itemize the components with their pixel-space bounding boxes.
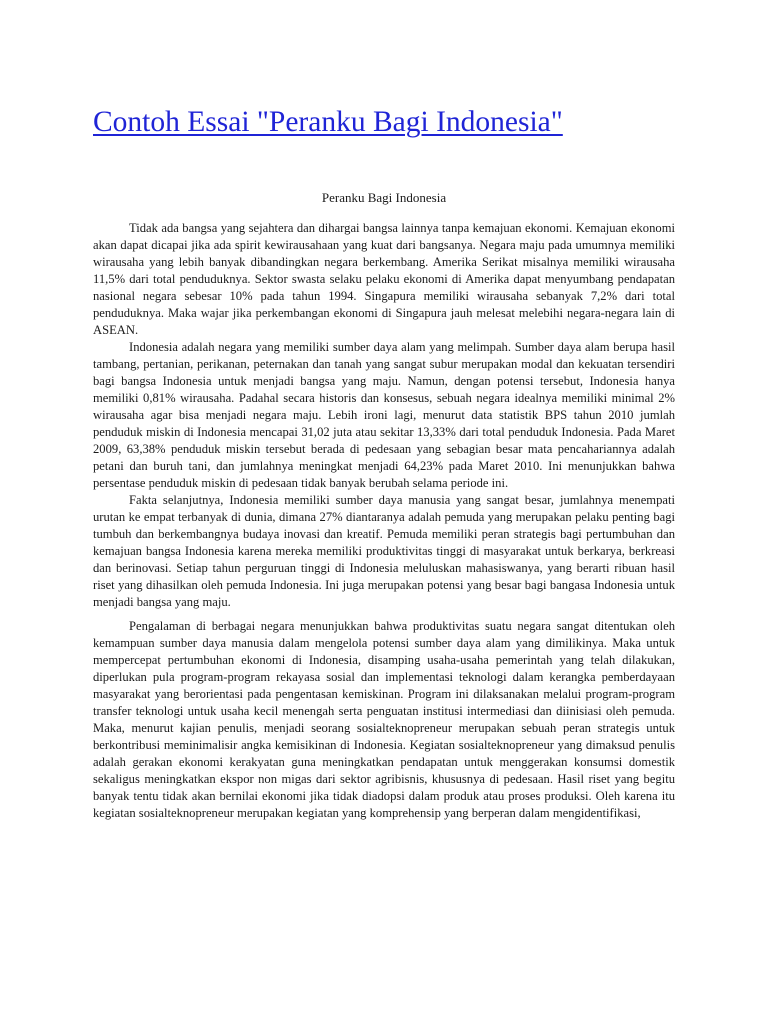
document-title-link[interactable]: Contoh Essai "Peranku Bagi Indonesia"	[93, 106, 563, 138]
essay-paragraph-1: Tidak ada bangsa yang sejahtera dan dihargai bangsa lainnya tanpa kemajuan ekonomi. Kemajuan ekonomi akan dapat dicapai jika ada spirit kewirausahaan yang kuat dari bangsanya. Negara maju pada umumnya memiliki wirausaha yang lebih banyak dibandingkan negara berkembang. Amerika Serikat misalnya memiliki wirausaha 11,5% dari total penduduknya. Sektor swasta selaku pelaku ekonomi di Amerika dapat menyumbang pendapatan nasional negara sebesar 10% pada tahun 1994. Singapura memiliki wirausaha sebanyak 7,2% dari total penduduknya. Maka wajar jika perkembangan ekonomi di Singapura jauh melesat melebihi negara-negara lain di ASEAN.	[93, 221, 675, 337]
essay-heading: Peranku Bagi Indonesia	[321, 190, 447, 205]
document-title	[93, 104, 563, 140]
essay-body	[93, 220, 675, 822]
essay-paragraph-3: Fakta selanjutnya, Indonesia memiliki sumber daya manusia yang sangat besar, jumlahnya menempati urutan ke empat terbanyak di dunia, dimana 27% diantaranya adalah pemuda yang merupakan pelaku penting bagi tumbuh dan berkembangnya budaya inovasi dan kreatif. Pemuda memiliki peran strategis bagi pertumbuhan dan kemajuan bangsa Indonesia karena mereka memiliki produktivitas tinggi di masyarakat untuk berkarya, berkreasi dan berinovasi. Setiap tahun perguruan tinggi di Indonesia meluluskan mahasiswanya, yang berarti ribuan hasil riset yang dihasilkan oleh pemuda Indonesia. Ini juga merupakan potensi yang besar bagi bangasa Indonesia untuk menjadi bangsa yang maju.	[93, 493, 675, 609]
essay-paragraph-4: Pengalaman di berbagai negara menunjukkan bahwa produktivitas suatu negara sangat ditentukan oleh kemampuan sumber daya manusia dalam mengelola potensi sumber daya alam yang dimilikinya. Maka untuk mempercepat pertumbuhan ekonomi di Indonesia, disamping usaha-usaha pemerintah yang telah dilakukan, diperlukan pula program-program rekayasa sosial dan implementasi teknologi dalam kerangka pemberdayaan masyarakat yang berorientasi pada pengentasan kemiskinan. Program ini dilaksanakan melalui program-program transfer teknologi untuk usaha kecil menengah serta penguatan institusi intermediasi dan diinisiasi oleh pemuda. Maka, menurut kajian penulis, menjadi seorang sosialteknopreneur merupakan sebuah peran strategis untuk berkontribusi meminimalisir angka kemisikinan di Indonesia. Kegiatan sosialteknopreneur yang dimaksud penulis adalah gerakan ekonomi kerakyatan guna meningkatkan pendapatan untuk menggerakan konsumsi domestik sekaligus meningkatkan ekspor non migas dari sektor agribisnis, khususnya di pedesaan. Hasil riset yang begitu banyak tentu tidak akan bernilai ekonomi jika tidak diadopsi dalam produk atau proses produksi. Oleh karena itu kegiatan sosialteknopreneur merupakan kegiatan yang komprehensip yang berperan dalam mengidentifikasi,	[93, 619, 675, 820]
essay-paragraph-2: Indonesia adalah negara yang memiliki sumber daya alam yang melimpah. Sumber daya alam berupa hasil tambang, pertanian, perikanan, peternakan dan tanah yang sangat subur merupakan modal dan kekuatan tersendiri bagi bangsa Indonesia untuk menjadi bangsa yang maju. Namun, dengan potensi tersebut, Indonesia hanya memiliki 0,81% wirausaha. Padahal secara historis dan konsesus, sebuah negara idealnya memiliki minimal 2% wirausaha agar bisa menjadi negara maju. Lebih ironi lagi, menurut data statistik BPS tahun 2010 jumlah penduduk miskin di Indonesia mencapai 31,02 juta atau sekitar 13,33% dari total penduduk Indonesia. Pada Maret 2009, 63,38% penduduk miskin tersebut berada di pedesaan yang sebagian besar mata pencahariannya adalah petani dan buruh tani, dan jumlahnya meningkat menjadi 64,23% pada Maret 2010. Ini menunjukkan bahwa persentase penduduk miskin di pedesaan tidak banyak berubah selama periode ini.	[93, 340, 675, 490]
